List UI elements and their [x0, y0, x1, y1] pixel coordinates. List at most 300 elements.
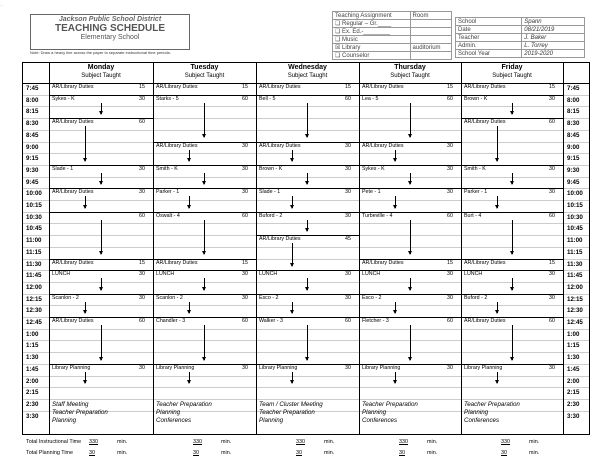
arrow-down-icon — [204, 103, 205, 138]
activity-note: Teacher Preparation — [259, 408, 315, 416]
arrow-down-icon — [204, 278, 205, 289]
arrow-down-icon — [512, 278, 513, 289]
block-line — [359, 259, 461, 260]
time-label-right: 10:45 — [567, 225, 583, 233]
time-row-line — [23, 399, 589, 400]
arrow-down-icon — [85, 126, 86, 161]
info-table — [455, 17, 585, 58]
activity-note: Team / Cluster Meeting — [259, 400, 323, 408]
duration-minutes: 60 — [242, 95, 248, 102]
block-line — [359, 188, 461, 189]
total-unit: min. — [117, 439, 128, 445]
time-label-left: 9:45 — [26, 178, 39, 186]
total-instr-value: 330 — [296, 439, 305, 445]
schedule-entry: Starks - 5 — [156, 95, 179, 102]
arrow-down-icon — [292, 150, 293, 161]
time-label-left: 2:00 — [26, 377, 39, 385]
block-line — [49, 270, 153, 271]
corner-mark: ... — [0, 2, 4, 7]
schedule-entry: Buford - 2 — [464, 294, 488, 301]
total-unit: min. — [117, 450, 128, 456]
activity-note: Planning — [362, 408, 387, 416]
time-label-left: 10:15 — [26, 202, 42, 209]
schedule-entry: Esco - 2 — [259, 294, 279, 301]
block-line — [359, 165, 461, 166]
duration-minutes: 15 — [549, 84, 555, 90]
duration-minutes: 30 — [345, 364, 351, 371]
schedule-entry: Library Planning — [52, 364, 91, 371]
block-line — [256, 235, 359, 236]
column-divider — [359, 63, 360, 434]
option-regular[interactable]: ❏ Regular – Gr.____ — [333, 20, 411, 28]
admin-label: Admin. — [456, 42, 522, 50]
time-label-right: 11:45 — [567, 272, 583, 280]
schedule-entry: Bell - 5 — [259, 95, 276, 102]
block-line — [256, 317, 359, 318]
block-line — [153, 317, 256, 318]
time-label-left: 10:00 — [26, 190, 42, 198]
arrow-down-icon — [85, 372, 86, 383]
time-label-right: 8:30 — [567, 120, 580, 128]
teacher-value: J. Baker — [522, 34, 585, 42]
time-label-right: 12:00 — [567, 283, 583, 291]
block-line — [461, 364, 563, 365]
time-label-right: 1:30 — [567, 354, 580, 362]
duration-minutes: 60 — [447, 318, 453, 324]
column-divider — [256, 63, 257, 434]
duration-minutes: 30 — [549, 364, 555, 371]
time-label-right: 10:00 — [567, 190, 583, 198]
arrow-down-icon — [101, 278, 102, 289]
time-label-right: 10:15 — [567, 202, 583, 209]
title-box — [30, 14, 190, 50]
day-header: Friday — [501, 64, 523, 71]
time-label-left: 12:45 — [26, 319, 42, 326]
day-header: Monday — [87, 64, 115, 71]
schedule-entry: Pete - 1 — [362, 189, 381, 196]
time-row-line — [23, 376, 589, 377]
block-line — [461, 259, 563, 260]
arrow-down-icon — [189, 150, 190, 161]
block-line — [359, 142, 461, 143]
duration-minutes: 30 — [139, 364, 145, 371]
arrow-down-icon — [85, 196, 86, 207]
block-line — [256, 364, 359, 365]
block-line — [256, 294, 359, 295]
arrow-down-icon — [497, 302, 498, 313]
schedule-entry: Library Planning — [362, 364, 401, 371]
time-label-left: 12:15 — [26, 295, 42, 303]
duration-minutes: 30 — [549, 95, 555, 102]
subject-label: Subject Taught — [287, 73, 328, 79]
time-label-right: 11:30 — [567, 260, 583, 268]
arrow-down-icon — [410, 325, 411, 360]
arrow-down-icon — [512, 103, 513, 114]
schedule-entry: Library Planning — [259, 364, 298, 371]
block-line — [359, 270, 461, 271]
activity-note: Teacher Preparation — [156, 400, 212, 408]
duration-minutes: 30 — [242, 165, 248, 172]
arrow-down-icon — [497, 372, 498, 383]
time-label-left: 11:30 — [26, 260, 42, 268]
schedule-entry: Walker - 3 — [259, 318, 283, 324]
arrow-down-icon — [204, 325, 205, 360]
duration-minutes: 15 — [549, 259, 555, 266]
schedule-entry: AR/Library Duties — [464, 259, 506, 266]
arrow-down-icon — [395, 302, 396, 313]
arrow-down-icon — [85, 302, 86, 313]
schedule-entry: Burt - 4 — [464, 212, 482, 219]
total-plan-value: 30 — [89, 450, 95, 456]
duration-minutes: 30 — [345, 212, 351, 219]
arrow-down-icon — [204, 220, 205, 255]
year-label: School Year — [456, 50, 522, 58]
arrow-down-icon — [292, 372, 293, 383]
schedule-entry: AR/Library Duties — [464, 84, 506, 90]
school-label: School — [456, 18, 522, 26]
time-label-right: 12:30 — [567, 307, 583, 315]
arrow-down-icon — [292, 196, 293, 207]
arrow-down-icon — [410, 220, 411, 255]
block-line — [49, 294, 153, 295]
block-line — [461, 118, 563, 119]
total-plan-value: 30 — [296, 450, 302, 456]
block-line — [461, 294, 563, 295]
duration-minutes: 30 — [549, 271, 555, 278]
schedule-entry: Slade - 1 — [52, 165, 74, 172]
duration-minutes: 30 — [139, 189, 145, 196]
duration-minutes: 30 — [549, 294, 555, 301]
time-label-left: 1:45 — [26, 365, 39, 373]
schedule-entry: AR/Library Duties — [362, 142, 404, 149]
time-label-right: 8:45 — [567, 131, 580, 139]
time-label-right: 11:15 — [567, 248, 583, 256]
arrow-down-icon — [189, 372, 190, 383]
duration-minutes: 30 — [242, 189, 248, 196]
block-line — [461, 165, 563, 166]
arrow-down-icon — [307, 220, 308, 231]
schedule-entry: AR/Library Duties — [52, 259, 94, 266]
arrow-down-icon — [395, 372, 396, 383]
activity-note: Planning — [464, 408, 489, 416]
schedule-entry: AR/Library Duties — [259, 236, 301, 243]
duration-minutes: 30 — [447, 189, 453, 196]
duration-minutes: 60 — [447, 212, 453, 219]
subject-label: Subject Taught — [81, 73, 121, 79]
admin-value: L. Torrey — [522, 42, 585, 50]
activity-note: Teacher Preparation — [52, 408, 108, 416]
duration-minutes: 60 — [139, 119, 145, 126]
school-value: Spann — [522, 18, 585, 26]
duration-minutes: 60 — [139, 212, 145, 219]
time-label-right: 7:45 — [567, 85, 580, 92]
block-line — [153, 165, 256, 166]
arrow-down-icon — [189, 302, 190, 313]
duration-minutes: 60 — [549, 318, 555, 324]
total-instr-value: 330 — [193, 439, 202, 445]
totals-divider — [23, 434, 589, 435]
time-row-line — [23, 340, 589, 341]
duration-minutes: 60 — [345, 95, 351, 102]
schedule-entry: Library Planning — [156, 364, 195, 371]
time-label-right: 9:45 — [567, 178, 580, 186]
arrow-down-icon — [307, 325, 308, 360]
time-label-right: 9:15 — [567, 155, 580, 163]
arrow-down-icon — [292, 302, 293, 313]
activity-note: Planning — [156, 408, 181, 416]
schedule-entry: LUNCH — [259, 271, 278, 278]
time-label-left: 10:30 — [26, 213, 42, 221]
block-line — [359, 95, 461, 96]
schedule-entry: Slade - 1 — [259, 189, 281, 196]
block-line — [461, 212, 563, 213]
schedule-entry: LUNCH — [464, 271, 483, 278]
schedule-entry: AR/Library Duties — [259, 84, 301, 90]
activity-note: Conferences — [362, 416, 398, 424]
time-label-left: 9:00 — [26, 143, 39, 151]
time-label-right: 8:00 — [567, 96, 580, 104]
duration-minutes: 30 — [447, 142, 453, 149]
arrow-down-icon — [189, 196, 190, 207]
block-line — [153, 212, 256, 213]
duration-minutes: 30 — [139, 95, 145, 102]
arrow-down-icon — [307, 278, 308, 289]
schedule-grid — [22, 62, 590, 456]
duration-minutes: 30 — [447, 364, 453, 371]
arrow-down-icon — [307, 173, 308, 184]
duration-minutes: 60 — [242, 318, 248, 324]
duration-minutes: 30 — [345, 165, 351, 172]
arrow-down-icon — [395, 196, 396, 207]
duration-minutes: 30 — [447, 271, 453, 278]
total-instr-value: 330 — [501, 439, 510, 445]
block-line — [359, 317, 461, 318]
schedule-entry: AR/Library Duties — [464, 119, 506, 126]
option-music[interactable]: ❏ Music — [333, 36, 411, 44]
subject-label: Subject Taught — [184, 73, 225, 79]
arrow-down-icon — [101, 220, 102, 255]
date-value: 08/21/2019 — [522, 26, 585, 34]
schedule-entry: Turbeville - 4 — [362, 212, 393, 219]
block-line — [256, 165, 359, 166]
total-plan-value: 30 — [501, 450, 507, 456]
schedule-entry: AR/Library Duties — [362, 84, 404, 90]
teacher-label: Teacher — [456, 34, 522, 42]
arrow-down-icon — [512, 220, 513, 255]
time-label-right: 12:45 — [567, 319, 583, 326]
time-label-right: 2:00 — [567, 377, 580, 385]
time-label-right: 2:30 — [567, 400, 580, 408]
schedule-entry: Smith - K — [464, 165, 486, 172]
schedule-entry: Oswalt - 4 — [156, 212, 180, 219]
arrow-down-icon — [101, 325, 102, 360]
total-unit: min. — [427, 450, 438, 456]
schedule-entry: Scanlon - 2 — [156, 294, 183, 301]
block-line — [49, 212, 153, 213]
activity-note: Conferences — [464, 416, 500, 424]
arrow-down-icon — [410, 103, 411, 138]
time-label-right: 9:00 — [567, 143, 580, 151]
time-row-line — [23, 177, 589, 178]
time-label-left: 11:15 — [26, 248, 42, 256]
total-unit: min. — [324, 450, 335, 456]
schedule-entry: AR/Library Duties — [52, 119, 94, 126]
time-row-line — [23, 352, 589, 353]
time-label-left: 2:15 — [26, 389, 39, 397]
duration-minutes: 60 — [447, 95, 453, 102]
subject-label: Subject Taught — [390, 73, 430, 79]
arrow-down-icon — [410, 173, 411, 184]
schedule-entry: Brown - K — [259, 165, 283, 172]
schedule-entry: LUNCH — [362, 271, 381, 278]
block-line — [461, 188, 563, 189]
block-line — [153, 188, 256, 189]
schedule-entry: AR/Library Duties — [362, 259, 404, 266]
time-row-line — [23, 329, 589, 330]
schedule-entry: Buford - 2 — [259, 212, 283, 219]
duration-minutes: 30 — [345, 142, 351, 149]
time-row-line — [23, 153, 589, 154]
schedule-entry: Library Planning — [464, 364, 503, 371]
time-row-line — [23, 200, 589, 201]
schedule-entry: AR/Library Duties — [464, 318, 506, 324]
duration-minutes: 15 — [242, 84, 248, 90]
option-exed[interactable]: ❏ Ex. Ed.-________ — [333, 28, 411, 36]
assignment-table — [332, 11, 452, 60]
time-label-right: 2:15 — [567, 389, 580, 397]
schedule-entry: AR/Library Duties — [156, 259, 198, 266]
schedule-entry: Scanlon - 2 — [52, 294, 79, 301]
schedule-entry: AR/Library Duties — [156, 84, 198, 90]
block-line — [153, 364, 256, 365]
total-unit: min. — [221, 450, 232, 456]
activity-note: Teacher Preparation — [362, 400, 418, 408]
arrow-down-icon — [512, 325, 513, 360]
block-line — [256, 142, 359, 143]
schedule-entry: Esco - 2 — [362, 294, 382, 301]
total-unit: min. — [324, 439, 335, 445]
schedule-entry: AR/Library Duties — [259, 142, 301, 149]
schedule-entry: Parker - 1 — [156, 189, 180, 196]
block-line — [359, 212, 461, 213]
block-line — [461, 95, 563, 96]
duration-minutes: 30 — [345, 189, 351, 196]
option-counselor[interactable]: ❏ Counselor — [333, 52, 411, 60]
schedule-entry: Lea - 5 — [362, 95, 379, 102]
time-label-right: 1:00 — [567, 330, 580, 338]
duration-minutes: 30 — [242, 364, 248, 371]
instruction-note: Note: Draw a heavy line across the paper to separate instructional time periods. — [30, 50, 171, 55]
time-label-left: 1:00 — [26, 330, 39, 338]
activity-note: Planning — [259, 416, 284, 424]
block-line — [153, 294, 256, 295]
total-plan-value: 30 — [193, 450, 199, 456]
time-row-line — [23, 106, 589, 107]
block-line — [359, 294, 461, 295]
time-row-line — [23, 130, 589, 131]
arrow-down-icon — [204, 173, 205, 184]
schedule-entry: AR/Library Duties — [52, 84, 94, 90]
duration-minutes: 30 — [447, 294, 453, 301]
activity-note: Conferences — [156, 416, 192, 424]
total-unit: min. — [529, 439, 540, 445]
schedule-entry: Chandler - 3 — [156, 318, 186, 324]
assignment-label: Teaching Assignment — [333, 12, 411, 20]
arrow-down-icon — [395, 150, 396, 161]
page-title: TEACHING SCHEDULE — [54, 23, 165, 34]
time-label-left: 9:15 — [26, 155, 39, 163]
duration-minutes: 60 — [549, 119, 555, 126]
time-label-left: 8:15 — [26, 108, 39, 116]
duration-minutes: 30 — [242, 271, 248, 278]
duration-minutes: 15 — [242, 259, 248, 266]
time-row-line — [23, 247, 589, 248]
time-label-left: 10:45 — [26, 225, 42, 233]
time-label-right: 3:30 — [567, 412, 580, 420]
arrow-down-icon — [307, 103, 308, 138]
block-line — [49, 259, 153, 260]
arrow-down-icon — [497, 196, 498, 207]
block-line — [49, 317, 153, 318]
duration-minutes: 60 — [242, 212, 248, 219]
room-value: auditorium — [410, 44, 451, 52]
block-line — [49, 95, 153, 96]
total-unit: min. — [529, 450, 540, 456]
duration-minutes: 30 — [447, 165, 453, 172]
arrow-down-icon — [101, 103, 102, 114]
time-label-left: 2:30 — [26, 400, 39, 408]
page-subtitle: Elementary School — [80, 34, 140, 41]
time-label-left: 8:30 — [26, 120, 39, 128]
time-label-left: 11:00 — [26, 237, 42, 245]
year-value: 2019-2020 — [522, 50, 585, 58]
schedule-entry: AR/Library Duties — [52, 318, 94, 324]
time-label-right: 9:30 — [567, 166, 580, 174]
time-label-left: 8:45 — [26, 131, 39, 139]
duration-minutes: 30 — [345, 271, 351, 278]
duration-minutes: 30 — [242, 142, 248, 149]
schedule-entry: Fletcher - 3 — [362, 318, 389, 324]
schedule-entry: Brown - K — [464, 95, 488, 102]
time-row-line — [23, 223, 589, 224]
arrow-down-icon — [512, 173, 513, 184]
duration-minutes: 30 — [345, 294, 351, 301]
time-row-line — [23, 387, 589, 388]
schedule-entry: LUNCH — [156, 271, 175, 278]
duration-minutes: 15 — [447, 259, 453, 266]
total-instr-value: 330 — [399, 439, 408, 445]
arrow-down-icon — [410, 278, 411, 289]
block-line — [256, 188, 359, 189]
duration-minutes: 30 — [549, 165, 555, 172]
day-header: Wednesday — [288, 64, 327, 71]
day-header: Tuesday — [190, 64, 219, 71]
block-line — [49, 188, 153, 189]
day-header: Thursday — [394, 64, 426, 71]
time-label-left: 12:30 — [26, 307, 42, 315]
time-label-left: 3:30 — [26, 412, 39, 420]
total-plan-value: 30 — [399, 450, 405, 456]
option-library[interactable]: ☒ Library — [333, 44, 411, 52]
time-label-right: 12:15 — [567, 295, 583, 303]
duration-minutes: 15 — [139, 84, 145, 90]
schedule-entry: LUNCH — [52, 271, 71, 278]
total-unit: min. — [427, 439, 438, 445]
schedule-entry: Parker - 1 — [464, 189, 488, 196]
time-label-left: 7:45 — [26, 85, 39, 92]
time-row-line — [23, 305, 589, 306]
schedule-entry: Smith - K — [156, 165, 178, 172]
